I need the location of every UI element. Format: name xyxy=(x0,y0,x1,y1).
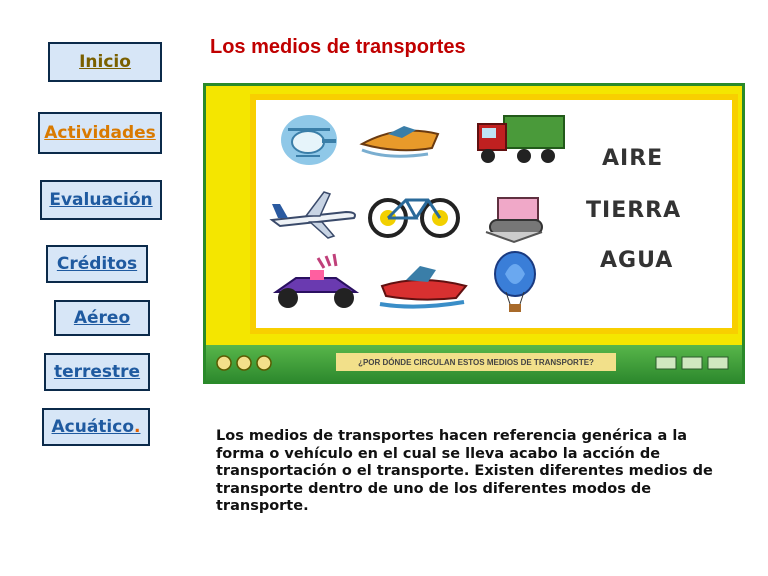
nav-terrestre-label: terrestre xyxy=(53,362,141,382)
nav-aereo-button[interactable] xyxy=(54,300,150,336)
nav-actividades-button[interactable] xyxy=(38,112,162,154)
nav-acuatico-label: Acuático xyxy=(51,417,135,437)
nav-creditos-button[interactable] xyxy=(46,245,148,283)
category-aire: AIRE xyxy=(602,146,664,171)
nav-inicio-button[interactable] xyxy=(48,42,162,82)
speaker-icon[interactable] xyxy=(214,351,284,375)
page-title: Los medios de transportes xyxy=(210,36,466,58)
nav-creditos-label: Créditos xyxy=(56,254,138,274)
bicycle-icon xyxy=(366,182,462,242)
activity-canvas xyxy=(256,100,732,328)
nav-aereo-label: Aéreo xyxy=(73,308,131,328)
hot-air-balloon-icon xyxy=(492,250,538,316)
bulldozer-icon xyxy=(484,184,554,246)
speedboat-icon xyxy=(358,114,450,164)
motorboat-icon xyxy=(376,256,472,312)
category-tierra: TIERRA xyxy=(586,198,682,223)
helicopter-icon xyxy=(278,112,340,168)
category-agua: AGUA xyxy=(600,248,674,273)
nav-evaluacion-label: Evaluación xyxy=(49,190,153,210)
navigation-controls-icon[interactable] xyxy=(654,353,734,373)
activity-question: ¿POR DÓNDE CIRCULAN ESTOS MEDIOS DE TRANSPORTE? xyxy=(336,353,616,371)
truck-icon xyxy=(468,108,568,172)
page-description: Los medios de transportes hacen referencia genérica a la forma o vehículo en el cual se lleva acabo la acción de transportación o el transporte. Existen diferentes medios de transporte dentro de uno de los diferentes modos de transporte. xyxy=(216,428,713,514)
race-car-icon xyxy=(266,248,366,314)
activity-screenshot[interactable] xyxy=(203,83,745,384)
nav-actividades-label: Actividades xyxy=(44,123,156,143)
nav-terrestre-button[interactable] xyxy=(44,353,150,391)
airplane-icon xyxy=(266,184,362,242)
nav-inicio-label: Inicio xyxy=(79,52,131,72)
nav-evaluacion-button[interactable] xyxy=(40,180,162,220)
activity-bottom-bar xyxy=(206,345,742,381)
nav-acuatico-dot: . xyxy=(134,417,141,437)
nav-acuatico-button[interactable] xyxy=(42,408,150,446)
